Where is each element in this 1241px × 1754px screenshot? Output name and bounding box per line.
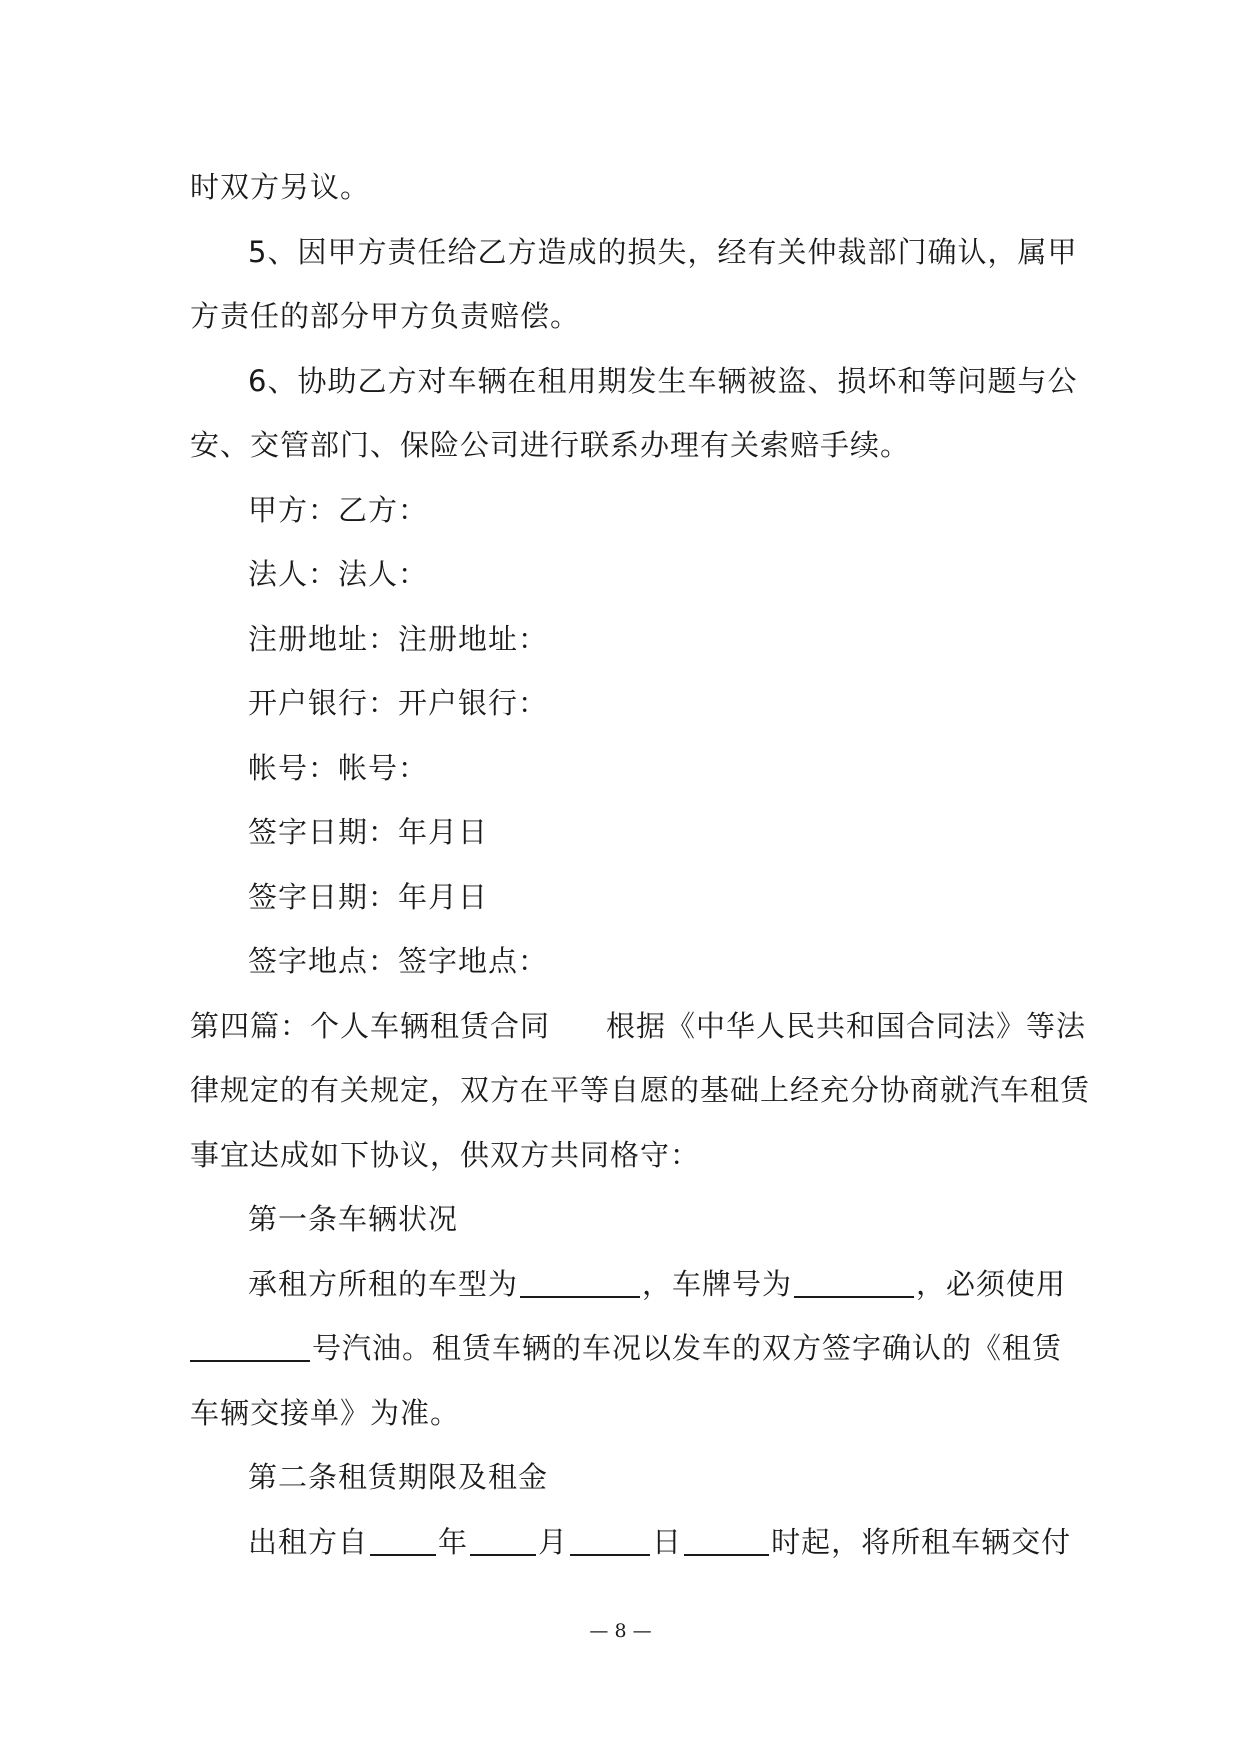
year-blank[interactable] xyxy=(370,1524,436,1556)
page-number: — 8 — xyxy=(589,1620,652,1642)
hour-blank[interactable] xyxy=(684,1524,769,1556)
paragraph-line: 方责任的部分甲方负责赔偿。 xyxy=(190,299,581,333)
signature-date-line: 签字日期：年月日 xyxy=(248,815,489,849)
paragraph-text: 承租方所租的车型为 xyxy=(248,1266,519,1301)
signature-address-line: 注册地址：注册地址： xyxy=(248,621,549,656)
car-model-blank[interactable] xyxy=(520,1266,640,1298)
signature-place-line: 签字地点：签字地点： xyxy=(248,944,549,978)
paragraph-text: ，必须使用 xyxy=(916,1266,1067,1301)
month-blank[interactable] xyxy=(470,1524,536,1556)
paragraph-text: 日 xyxy=(652,1524,683,1559)
paragraph-text: ，车牌号为 xyxy=(642,1266,793,1301)
plate-number-blank[interactable] xyxy=(794,1266,914,1298)
clause-6-line: 6、协助乙方对车辆在租用期发生车辆被盗、损坏和等问题与公 xyxy=(248,363,1078,398)
paragraph-line: 律规定的有关规定，双方在平等自愿的基础上经充分协商就汽车租赁 xyxy=(190,1073,1091,1107)
paragraph-text: 月 xyxy=(538,1524,569,1559)
paragraph-text: 时起，将所租车辆交付 xyxy=(771,1524,1072,1559)
signature-bank-line: 开户银行：开户银行： xyxy=(248,686,549,720)
section-title: 第四篇：个人车辆租赁合同 xyxy=(190,1008,551,1043)
paragraph-text: 出租方自 xyxy=(248,1524,369,1559)
signature-party-line: 甲方：乙方： xyxy=(248,492,429,527)
rental-start-line xyxy=(190,1510,1070,1575)
paragraph-line: 事宜达成如下协议，供双方共同格守： xyxy=(190,1137,701,1172)
article-2-heading: 第二条租赁期限及租金 xyxy=(248,1460,549,1494)
vehicle-info-line xyxy=(190,1252,1070,1317)
clause-5-line: 5、因甲方责任给乙方造成的损失，经有关仲裁部门确认，属甲 xyxy=(248,234,1078,269)
signature-account-line: 帐号：帐号： xyxy=(248,750,429,785)
section-heading-line xyxy=(190,994,1087,1059)
day-blank[interactable] xyxy=(570,1524,650,1556)
fuel-line xyxy=(190,1316,1070,1381)
paragraph-line: 车辆交接单》为准。 xyxy=(190,1395,461,1430)
article-1-heading: 第一条车辆状况 xyxy=(248,1202,459,1236)
paragraph-line: 时双方另议。 xyxy=(190,170,371,204)
paragraph-text: 号汽油。租赁车辆的车况以发车的双方签字确认的《租赁 xyxy=(312,1331,1063,1365)
signature-legal-person-line: 法人：法人： xyxy=(248,557,429,591)
paragraph-text: 根据《中华人民共和国合同法》等法 xyxy=(606,1008,1087,1043)
paragraph-text: 年 xyxy=(438,1524,469,1559)
signature-date-line: 签字日期：年月日 xyxy=(248,879,489,914)
paragraph-line: 安、交管部门、保险公司进行联系办理有关索赔手续。 xyxy=(190,428,911,462)
fuel-grade-blank[interactable] xyxy=(190,1330,310,1362)
contract-text xyxy=(190,155,1091,1574)
